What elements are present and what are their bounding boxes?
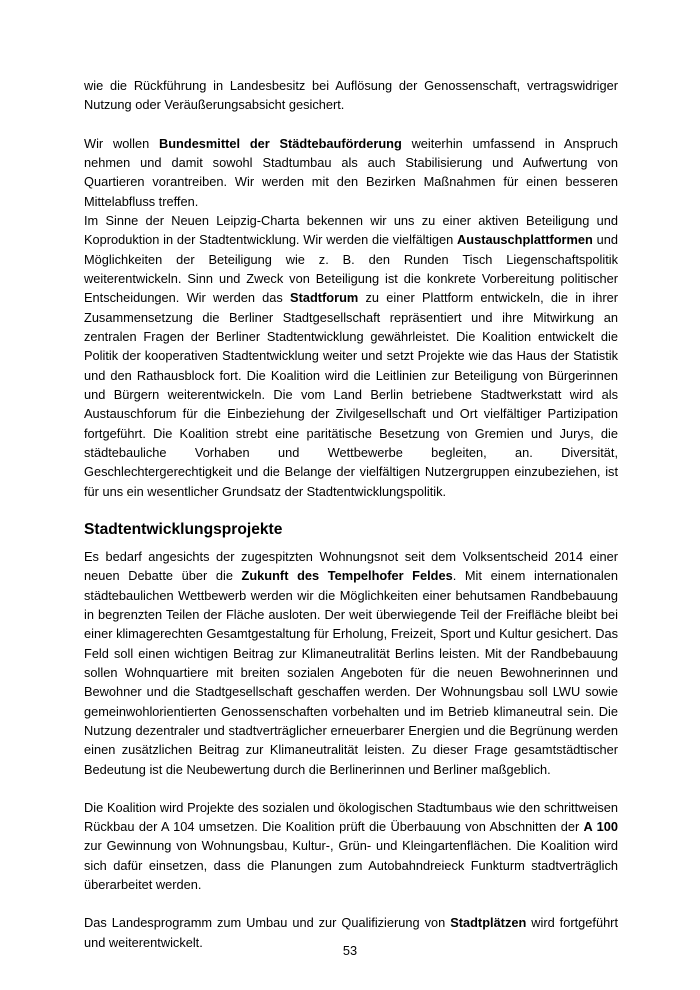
text-segment: . Mit einem internationalen städtebaulichen Wettbewerb werden wir die Möglichkeiten einer behutsamen Randbebauung in begrenzten Teilen der Fläche ausloten. Der weit überwiegende Teil der Freifläche bleibt bei einer klimagerechten Gesamtgestaltung für Erholung, Freizeit, Sport und Kultur gesichert. Das Feld soll einen wichtigen Beitrag zur Klimaneutralität Berlins leisten. Mit der Randbebauung sollen Wohnquartiere mit breiten sozialen Angeboten für die neuen Bewohnerinnen und Bewohner und die Stadtgesellschaft geschaffen werden. Der Wohnungsbau soll LWU sowie gemeinwohlorientierten Genossenschaften vorbehalten und im Betrieb klimaneutral sein. Die Nutzung dezentraler und stadtverträglicher erneuerbarer Energien und die Begrünung werden einen zusätzlichen Beitrag zur Klimaneutralität leisten. Zu dieser Frage gesamtstädtischer Bedeutung ist die Neubewertung durch die Berlinerinnen und Berliner maßgeblich. <box>84 568 618 777</box>
paragraph <box>84 798 618 895</box>
text-segment: Im Sinne der Neuen Leipzig-Charta bekennen wir uns zu einer aktiven Beteiligung und Koproduktion in der Stadtentwicklung. Wir werden die vielfältigen <box>84 212 618 248</box>
paragraph <box>84 547 618 779</box>
section-heading <box>84 520 618 540</box>
page-content <box>84 76 618 971</box>
bold-text-segment: Stadtplätzen <box>450 915 527 931</box>
text-segment: weiterhin umfassend in Anspruch nehmen und damit sowohl Stadtumbau als auch Stabilisierung und Aufwertung von Quartieren vorantreiben. Wir werden mit den Bezirken Maßnahmen für einen besseren Mittelabfluss treffen. <box>84 135 618 209</box>
text-segment: Es bedarf angesichts der zugespitzten Wohnungsnot seit dem Volksentscheid 2014 einer neuen Debatte über die <box>84 548 618 584</box>
page-number: 53 <box>342 943 358 958</box>
paragraph <box>84 134 618 211</box>
bold-text-segment: Austauschplattformen <box>457 232 593 248</box>
paragraph <box>84 211 618 501</box>
text-segment: Das Landesprogramm zum Umbau und zur Qualifizierung von <box>84 915 451 931</box>
text-segment: und Möglichkeiten der Beteiligung wie z. B. den Runden Tisch Liegenschaftspolitik weiterentwickeln. Sinn und Zweck von Beteiligung ist die konkrete Vorbereitung politischer Entscheidungen. Wir werden das <box>84 232 618 306</box>
bold-text-segment: Stadtentwicklungsprojekte <box>84 520 283 538</box>
bold-text-segment: Zukunft des Tempelhofer Feldes <box>241 568 453 584</box>
text-segment: zur Gewinnung von Wohnungsbau, Kultur-, Grün- und Kleingartenflächen. Die Koalition wird sich dafür einsetzen, dass die Planungen zum Autobahndreieck Funkturm stadtverträglich überarbeitet werden. <box>84 838 618 893</box>
text-segment: zu einer Plattform entwickeln, die in ihrer Zusammensetzung die Berliner Stadtgesellschaft repräsentiert und ihre Mitwirkung an zentralen Fragen der Berliner Stadtentwicklung gewährleistet. Die Koalition entwickelt die Politik der kooperativen Stadtentwicklung weiter und setzt Projekte wie das Haus der Statistik und den Rathausblock fort. Die Koalition wird die Leitlinien zur Beteiligung von Bürgerinnen und Bürgern weiterentwickeln. Die vom Land Berlin betriebene Stadtwerkstatt wird als Austauschforum für die Einbeziehung der Zivilgesellschaft und Ort vielfältiger Partizipation fortgeführt. Die Koalition strebt eine paritätische Besetzung von Gremien und Jurys, die städtebauliche Vorhaben und Wettbewerbe begleiten, an. Diversität, Geschlechtergerechtigkeit und die Belange der vielfältigen Nutzergruppen einzubeziehen, ist für uns ein wesentlicher Grundsatz der Stadtentwicklungspolitik. <box>84 290 618 499</box>
text-segment: wie die Rückführung in Landesbesitz bei Auflösung der Genossenschaft, vertragswidriger Nutzung oder Veräußerungsabsicht gesichert. <box>84 78 618 113</box>
paragraph <box>84 76 618 115</box>
page-footer <box>0 941 700 960</box>
text-segment: Wir wollen <box>84 135 159 151</box>
bold-text-segment: Stadtforum <box>290 290 359 306</box>
text-segment: Die Koalition wird Projekte des sozialen und ökologischen Stadtumbaus wie den schrittweisen Rückbau der A 104 umsetzen. Die Koalition prüft die Überbauung von Abschnitten der <box>84 799 618 835</box>
bold-text-segment: A 100 <box>583 819 618 835</box>
bold-text-segment: Bundesmittel der Städtebauförderung <box>159 135 402 151</box>
text-segment: wird fortgeführt und weiterentwickelt. <box>84 915 619 950</box>
